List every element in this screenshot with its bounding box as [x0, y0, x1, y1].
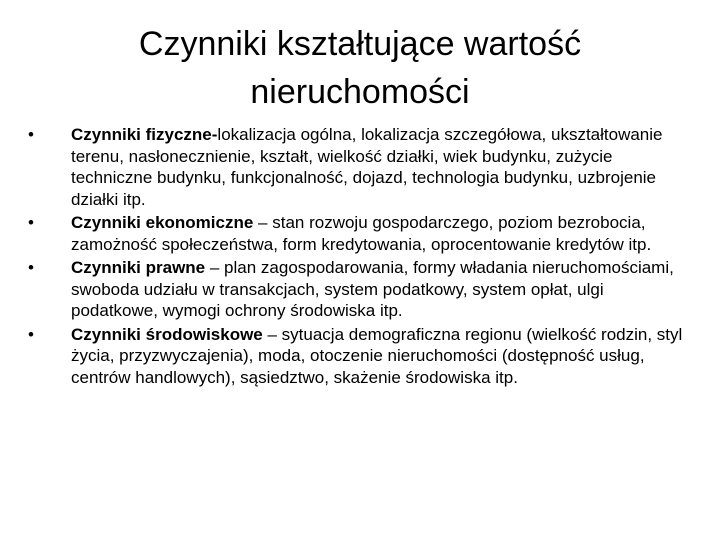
bullet-item-environmental-factors — [28, 324, 688, 389]
bullet-list — [28, 124, 688, 390]
bullet-text: lokalizacja ogólna, lokalizacja szczegółowa, ukształtowanie terenu, nasłonecznienie, kształt, wielkość działki, wiek budynku, zużycie techniczne budynku, funkcjonalność, dojazd, technologia budynku, uzbrojenie działki itp. — [71, 125, 663, 209]
slide-title — [60, 20, 660, 116]
bullet-marker: • — [28, 125, 34, 144]
bullet-marker: • — [28, 324, 34, 344]
slide-title-line-2: nieruchomości — [250, 73, 470, 111]
bullet-item-economic-factors — [28, 212, 688, 255]
bullet-text: – plan zagospodarowania, formy władania nieruchomościami, swoboda udziału w transakcjach, system podatkowy, system opłat, ulgi podatkowe, wymogi ochrony środowiska itp. — [71, 258, 674, 320]
bullet-marker: • — [28, 258, 34, 277]
bullet-item-legal-factors — [28, 257, 688, 322]
bullet-term: Czynniki fizyczne- — [71, 125, 218, 144]
bullet-text: – stan rozwoju gospodarczego, poziom bezrobocia, zamożność społeczeństwa, form kredytowania, oprocentowanie kredytów itp. — [71, 213, 652, 254]
bullet-item-physical-factors — [28, 124, 688, 210]
slide-title-line-1: Czynniki kształtujące wartość — [138, 25, 582, 63]
bullet-marker: • — [28, 213, 34, 232]
bullet-term: Czynniki ekonomiczne — [71, 213, 254, 232]
bullet-term: Czynniki środowiskowe — [71, 324, 263, 344]
bullet-term: Czynniki prawne — [71, 258, 206, 277]
bullet-text: – sytuacja demograficzna regionu (wielkość rodzin, styl życia, przyzwyczajenia), moda, otoczenie nieruchomości (dostępność usług, centrów handlowych), sąsiedztwo, skażenie środowiska itp. — [71, 324, 683, 387]
